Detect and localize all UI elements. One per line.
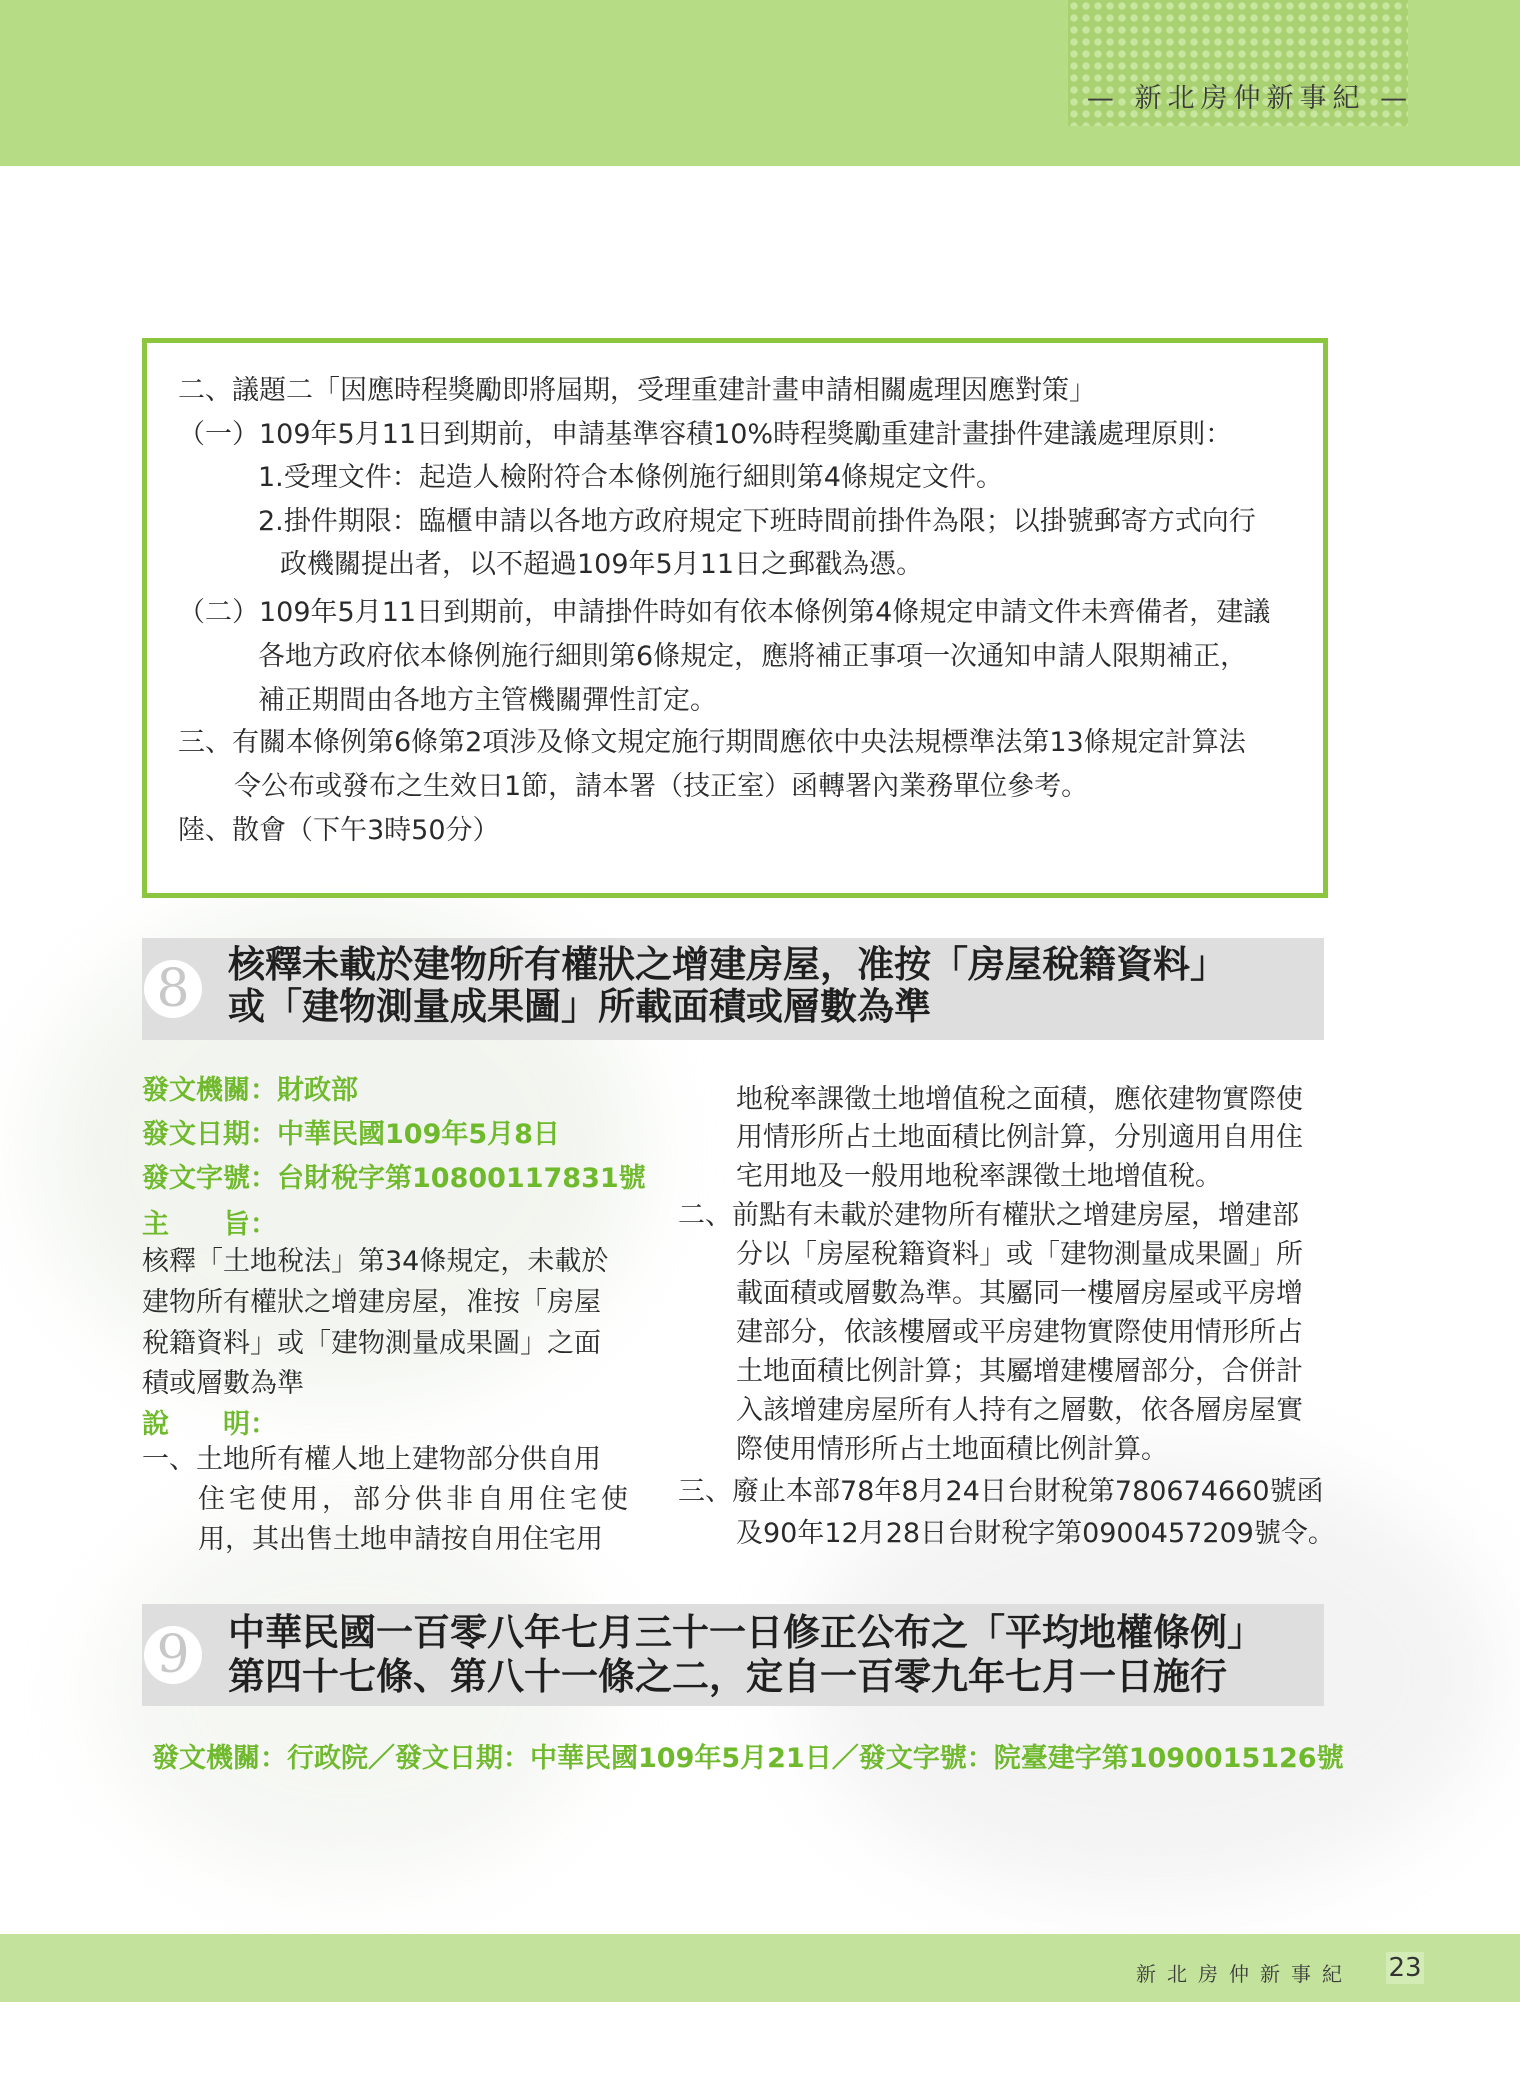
meta-value: 中華民國109年5月8日	[277, 1119, 560, 1150]
explanation-line: 入該增建房屋所有人持有之層數，依各層房屋實	[736, 1395, 1303, 1426]
issuing-agency	[142, 1068, 358, 1107]
section-8-number: 8	[144, 960, 202, 1018]
notes-line: 二、議題二「因應時程獎勵即將屆期，受理重建計畫申請相關處理因應對策」	[178, 375, 1096, 406]
header-title: — 新北房仲新事紀 —	[1086, 83, 1414, 114]
subject-line: 積或層數為準	[142, 1368, 304, 1399]
explanation-line: 宅用地及一般用地稅率課徵土地增值稅。	[736, 1161, 1222, 1192]
notes-line: （一）109年5月11日到期前，申請基準容積10%時程獎勵重建計畫掛件建議處理原則：	[178, 419, 1233, 450]
explanation-line: 用情形所占土地面積比例計算，分別適用自用住	[736, 1122, 1303, 1153]
explanation-line: 際使用情形所占土地面積比例計算。	[736, 1434, 1168, 1465]
notes-line: 三、有關本條例第6條第2項涉及條文規定施行期間應依中央法規標準法第13條規定計算法	[178, 727, 1246, 758]
meta-label: 發文機關：	[142, 1075, 277, 1106]
explanation-line: 用，其出售土地申請按自用住宅用	[198, 1524, 603, 1555]
subject-label: 主 旨：	[142, 1209, 277, 1240]
footer-label: 新北房仲新事紀	[1136, 1962, 1353, 1986]
subject-line: 核釋「土地稅法」第34條規定，未載於	[142, 1246, 609, 1277]
section-9-number: 9	[144, 1626, 202, 1684]
section-8-title-line2: 或「建物測量成果圖」所載面積或層數為準	[228, 985, 931, 1028]
explanation-line: 建部分，依該樓層或平房建物實際使用情形所占	[736, 1317, 1303, 1348]
section-9-title-line2: 第四十七條、第八十一條之二，定自一百零九年七月一日施行	[228, 1655, 1227, 1698]
section-8-title-line1: 核釋未載於建物所有權狀之增建房屋，准按「房屋稅籍資料」	[228, 943, 1227, 986]
issue-date	[142, 1112, 560, 1151]
explanation-line: 及90年12月28日台財稅字第0900457209號令。	[736, 1518, 1335, 1549]
notes-line: 補正期間由各地方主管機關彈性訂定。	[258, 685, 717, 716]
notes-line: 各地方政府依本條例施行細則第6條規定，應將補正事項一次通知申請人限期補正，	[258, 641, 1248, 672]
explanation-line: 三、廢止本部78年8月24日台財稅第780674660號函	[678, 1476, 1324, 1507]
explanation-line: 二、前點有未載於建物所有權狀之增建房屋，增建部	[678, 1200, 1299, 1231]
section-9-title-line1: 中華民國一百零八年七月三十一日修正公布之「平均地權條例」	[228, 1611, 1264, 1654]
explanation-line: 分以「房屋稅籍資料」或「建物測量成果圖」所	[736, 1239, 1303, 1270]
meta-value: 財政部	[277, 1075, 358, 1106]
notes-line: （二）109年5月11日到期前，申請掛件時如有依本條例第4條規定申請文件未齊備者，建議	[178, 597, 1271, 628]
notes-line: 令公布或發布之生效日1節，請本署（技正室）函轉署內業務單位參考。	[234, 771, 1089, 802]
notes-line: 陸、散會（下午3時50分）	[178, 815, 500, 846]
section-9-meta: 發文機關：行政院／發文日期：中華民國109年5月21日／發文字號：院臺建字第1090015126號	[152, 1743, 1344, 1774]
explanation-line: 住宅使用，部分供非自用住宅使	[198, 1484, 632, 1515]
explanation-line: 一、土地所有權人地上建物部分供自用	[142, 1444, 601, 1475]
notes-line: 1.受理文件：起造人檢附符合本條例施行細則第4條規定文件。	[258, 462, 1003, 493]
explanation-line: 載面積或層數為準。其屬同一樓層房屋或平房增	[736, 1278, 1303, 1309]
document-number	[142, 1156, 646, 1195]
notes-line: 2.掛件期限：臨櫃申請以各地方政府規定下班時間前掛件為限；以掛號郵寄方式向行	[258, 506, 1256, 537]
explanation-line: 地稅率課徵土地增值稅之面積，應依建物實際使	[736, 1084, 1303, 1115]
page-number: 23	[1386, 1952, 1424, 1984]
meta-value: 台財稅字第10800117831號	[277, 1163, 646, 1194]
subject-line: 稅籍資料」或「建物測量成果圖」之面	[142, 1328, 601, 1359]
meta-label: 發文字號：	[142, 1163, 277, 1194]
meta-label: 發文日期：	[142, 1119, 277, 1150]
explanation-line: 土地面積比例計算；其屬增建樓層部分，合併計	[736, 1356, 1303, 1387]
notes-line: 政機關提出者，以不超過109年5月11日之郵戳為憑。	[280, 549, 924, 580]
subject-line: 建物所有權狀之增建房屋，准按「房屋	[142, 1287, 601, 1318]
explanation-label: 說 明：	[142, 1409, 277, 1440]
